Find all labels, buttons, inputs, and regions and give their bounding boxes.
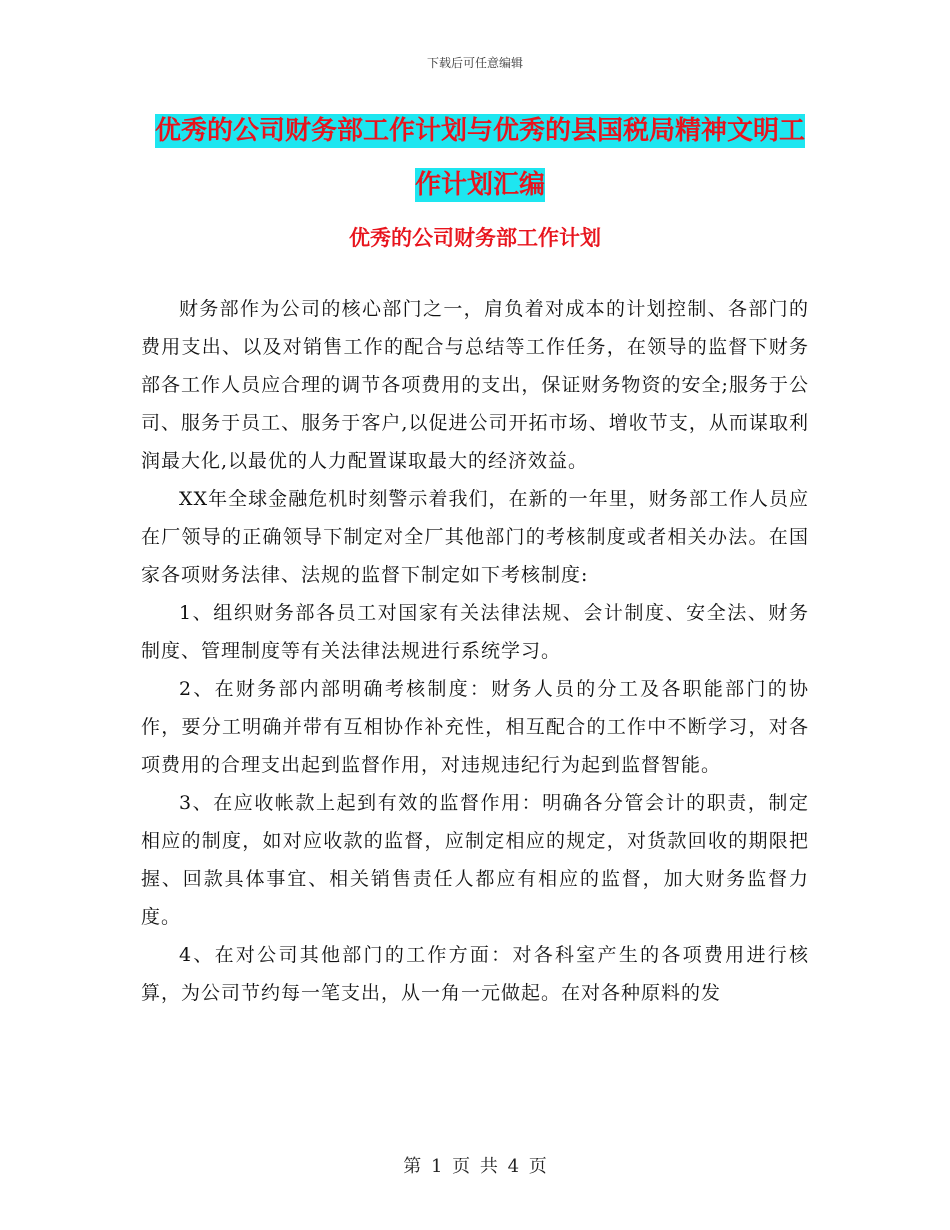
- document-title: [150, 104, 810, 212]
- section-title: 优秀的公司财务部工作计划: [349, 226, 601, 250]
- header-note: 下载后可任意编辑: [426, 56, 523, 70]
- paragraph: XX年全球金融危机时刻警示着我们，在新的一年里，财务部工作人员应在厂领导的正确领导下制定对全厂其他部门的考核制度或者相关办法。在国家各项财务法律、法规的监督下制定如下考核制度:: [141, 488, 809, 586]
- paragraph: 2、在财务部内部明确考核制度：财务人员的分工及各职能部门的协作，要分工明确并带有互相协作补充性，相互配合的工作中不断学习，对各项费用的合理支出起到监督作用，对违规违纪行为起到监督智能。: [141, 678, 809, 776]
- document-body: [141, 290, 809, 1012]
- paragraph: 4、在对公司其他部门的工作方面：对各科室产生的各项费用进行核算，为公司节约每一笔支出，从一角一元做起。在对各种原料的发: [141, 944, 809, 1004]
- document-title-text: 优秀的公司财务部工作计划与优秀的县国税局精神文明工作计划汇编: [154, 116, 805, 200]
- paragraph: 3、在应收帐款上起到有效的监督作用：明确各分管会计的职责，制定相应的制度，如对应收款的监督，应制定相应的规定，对货款回收的期限把握、回款具体事宜、相关销售责任人都应有相应的监督，加大财务监督力度。: [141, 792, 809, 928]
- page-footer: 第 1 页 共 4 页: [403, 1156, 547, 1177]
- paragraph: 1、组织财务部各员工对国家有关法律法规、会计制度、安全法、财务制度、管理制度等有关法律法规进行系统学习。: [141, 602, 809, 662]
- paragraph: 财务部作为公司的核心部门之一，肩负着对成本的计划控制、各部门的费用支出、以及对销售工作的配合与总结等工作任务，在领导的监督下财务部各工作人员应合理的调节各项费用的支出，保证财务物资的安全;服务于公司、服务于员工、服务于客户,以促进公司开拓市场、增收节支，从而谋取利润最大化,以最优的人力配置谋取最大的经济效益。: [141, 298, 809, 472]
